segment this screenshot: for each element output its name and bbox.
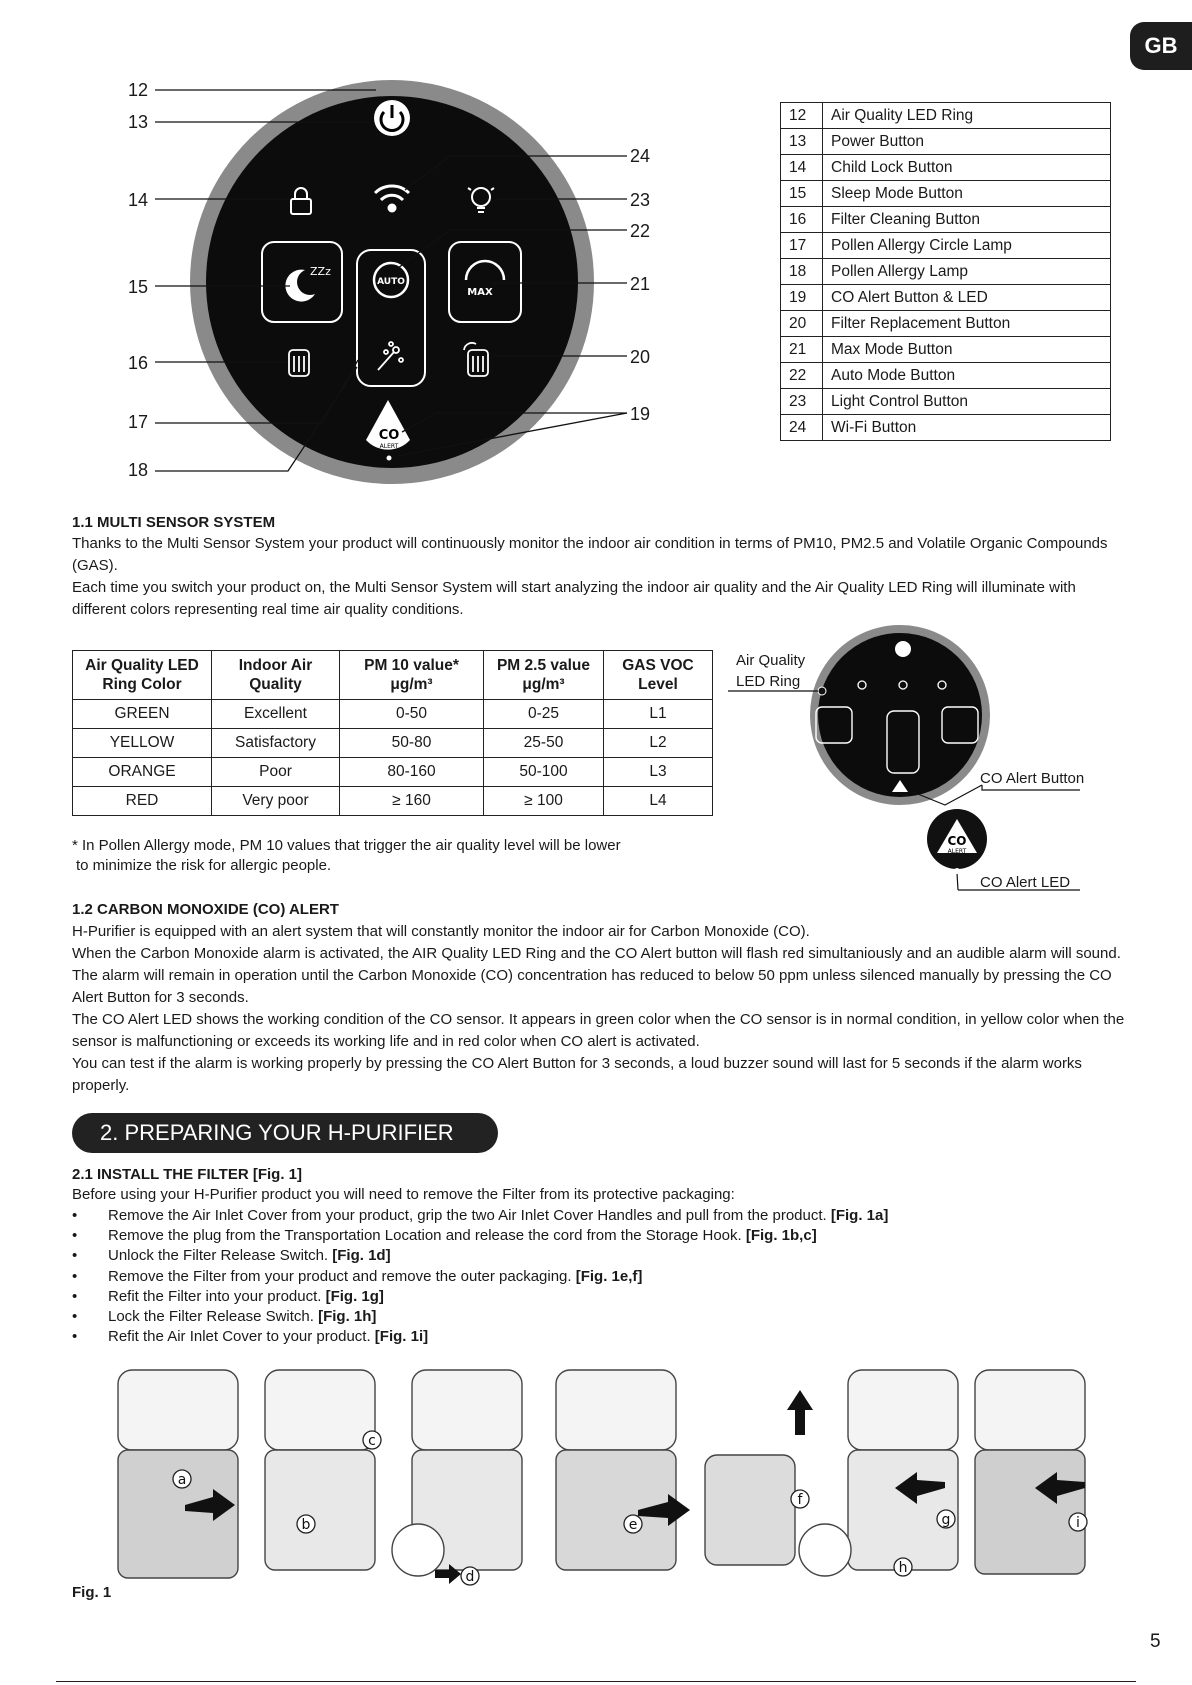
footnote-line: to minimize the risk for allergic people. xyxy=(76,857,332,874)
footnote-line: * In Pollen Allergy mode, PM 10 values that trigger the air quality level will be lower xyxy=(72,837,621,854)
callout-19: 19 xyxy=(630,404,651,424)
legend-row: 20 Filter Replacement Button xyxy=(781,311,1111,337)
col-header: PM 2.5 value μg/m³ xyxy=(484,651,604,700)
fig-label-d: d xyxy=(465,1569,475,1585)
list-item: • Refit the Air Inlet Cover to your product. [Fig. 1i] xyxy=(72,1328,429,1346)
fig-label-b: b xyxy=(301,1517,311,1533)
section-2-1-intro: Before using your H-Purifier product you will need to remove the Filter from its protective packaging: xyxy=(72,1186,735,1203)
fig-label-e: e xyxy=(628,1517,638,1533)
table-row: YELLOW Satisfactory 50-80 25-50 L2 xyxy=(73,729,713,758)
list-item: • Unlock the Filter Release Switch. [Fig. 1d] xyxy=(72,1247,391,1265)
section-1-1-body xyxy=(72,533,1132,621)
paragraph: Each time you switch your product on, the Multi Sensor System will start analyzing the indoor air quality and the Air Quality LED Ring will illuminate with different colors representing real time air quality conditions. xyxy=(72,579,1076,618)
legend-row: 19 CO Alert Button & LED xyxy=(781,285,1111,311)
legend-row: 16 Filter Cleaning Button xyxy=(781,207,1111,233)
svg-text:ALERT: ALERT xyxy=(379,443,399,450)
callout-17: 17 xyxy=(128,412,149,432)
air-quality-table xyxy=(72,650,713,816)
ring-pointer xyxy=(818,687,826,695)
callout-12: 12 xyxy=(128,80,149,100)
table-row: RED Very poor ≥ 160 ≥ 100 L4 xyxy=(73,787,713,816)
list-item: • Remove the Filter from your product and remove the outer packaging. [Fig. 1e,f] xyxy=(72,1267,643,1285)
callout-13: 13 xyxy=(128,112,149,132)
install-filter-illustration xyxy=(100,1360,1110,1590)
legend-row: 24 Wi-Fi Button xyxy=(781,415,1111,441)
svg-text:MAX: MAX xyxy=(467,287,493,298)
paragraph: Thanks to the Multi Sensor System your product will continuously monitor the indoor air condition in terms of PM10, PM2.5 and Volatile Organic Compounds (GAS). xyxy=(72,535,1108,574)
table-row: GREEN Excellent 0-50 0-25 L1 xyxy=(73,700,713,729)
control-legend-table xyxy=(780,102,1111,441)
callout-23: 23 xyxy=(630,190,651,210)
legend-row: 23 Light Control Button xyxy=(781,389,1111,415)
paragraph: H-Purifier is equipped with an alert system that will constantly monitor the indoor air for Carbon Monoxide (CO). xyxy=(72,923,810,940)
page-number: 5 xyxy=(1150,1631,1161,1652)
col-header: PM 10 value* μg/m³ xyxy=(340,651,484,700)
callout-18: 18 xyxy=(128,460,149,480)
list-item: • Refit the Filter into your product. [Fig. 1g] xyxy=(72,1287,384,1305)
legend-row: 15 Sleep Mode Button xyxy=(781,181,1111,207)
callout-16: 16 xyxy=(128,353,149,373)
table-row: ORANGE Poor 80-160 50-100 L3 xyxy=(73,758,713,787)
co-alert-led-enlarged xyxy=(927,809,987,874)
callout-21: 21 xyxy=(630,274,651,294)
fig-label-h: h xyxy=(898,1560,908,1576)
label-line: LED Ring xyxy=(736,673,801,690)
fig-label-f: f xyxy=(797,1492,803,1508)
list-item: • Remove the plug from the Transportation Location and release the cord from the Storage Hook. [Fig. 1b,c] xyxy=(72,1227,817,1245)
callout-14: 14 xyxy=(128,190,149,210)
pm10-footnote xyxy=(72,836,621,876)
svg-text:AUTO: AUTO xyxy=(377,277,405,287)
paragraph: When the Carbon Monoxide alarm is activated, the AIR Quality LED Ring and the CO Alert button will flash red simultaniously and an audible alarm will sound. The alarm will remain in operation until the Carbon Monoxide (CO) concentration has reduced to below 50 ppm unless silenced manually by pressing the CO Alert Button for 3 seconds. xyxy=(72,945,1121,1006)
figure-caption: Fig. 1 xyxy=(72,1584,112,1601)
language-tab: GB xyxy=(1130,22,1192,70)
legend-row: 22 Auto Mode Button xyxy=(781,363,1111,389)
legend-row: 18 Pollen Allergy Lamp xyxy=(781,259,1111,285)
callout-22: 22 xyxy=(630,221,651,241)
co-alert-button-label: CO Alert Button xyxy=(980,770,1085,787)
power-icon xyxy=(374,100,410,136)
list-item: • Remove the Air Inlet Cover from your product, grip the two Air Inlet Cover Handles and pull from the product. [Fig. 1a] xyxy=(72,1207,889,1224)
fig-label-a: a xyxy=(177,1472,187,1488)
list-item: • Lock the Filter Release Switch. [Fig. 1h] xyxy=(72,1308,377,1326)
bottom-rule xyxy=(56,1681,1136,1682)
callout-15: 15 xyxy=(128,277,149,297)
section-1-2-heading: 1.2 CARBON MONOXIDE (CO) ALERT xyxy=(72,901,339,918)
label-line: Air Quality xyxy=(736,652,806,669)
section-2-1-heading: 2.1 INSTALL THE FILTER [Fig. 1] xyxy=(72,1166,303,1183)
legend-row: 14 Child Lock Button xyxy=(781,155,1111,181)
led-ring-label xyxy=(736,650,805,692)
callout-20: 20 xyxy=(630,347,651,367)
legend-row: 17 Pollen Allergy Circle Lamp xyxy=(781,233,1111,259)
legend-row: 21 Max Mode Button xyxy=(781,337,1111,363)
control-panel-diagram xyxy=(0,0,720,490)
fig-label-i: i xyxy=(1076,1515,1080,1531)
section-2-title: 2. PREPARING YOUR H-PURIFIER xyxy=(72,1113,498,1153)
power-icon xyxy=(895,641,911,657)
fig-label-c: c xyxy=(368,1433,376,1449)
legend-row: 13 Power Button xyxy=(781,129,1111,155)
fig-label-g: g xyxy=(941,1512,951,1528)
col-header: Air Quality LED Ring Color xyxy=(73,651,212,700)
col-header: GAS VOC Level xyxy=(604,651,713,700)
co-alert-led-label: CO Alert LED xyxy=(980,874,1071,891)
section-1-2-body xyxy=(72,921,1132,1097)
svg-text:CO: CO xyxy=(378,428,400,443)
paragraph: You can test if the alarm is working properly by pressing the CO Alert Button for 3 seconds, a loud buzzer sound will last for 5 seconds if the alarm works properly. xyxy=(72,1055,1082,1094)
paragraph: The CO Alert LED shows the working condition of the CO sensor. It appears in green color when the CO sensor is in normal condition, in yellow color when the sensor is malfunctioning or exceeds its working life and in red color when CO alert is activated. xyxy=(72,1011,1125,1050)
col-header: Indoor Air Quality xyxy=(212,651,340,700)
svg-text:CO: CO xyxy=(947,834,967,848)
callout-24: 24 xyxy=(630,146,651,166)
install-steps-list xyxy=(72,1206,888,1347)
section-1-1-heading: 1.1 MULTI SENSOR SYSTEM xyxy=(72,514,276,531)
legend-row: 12 Air Quality LED Ring xyxy=(781,103,1111,129)
svg-text:ZZz: ZZz xyxy=(310,265,331,278)
svg-text:ALERT: ALERT xyxy=(947,848,967,855)
